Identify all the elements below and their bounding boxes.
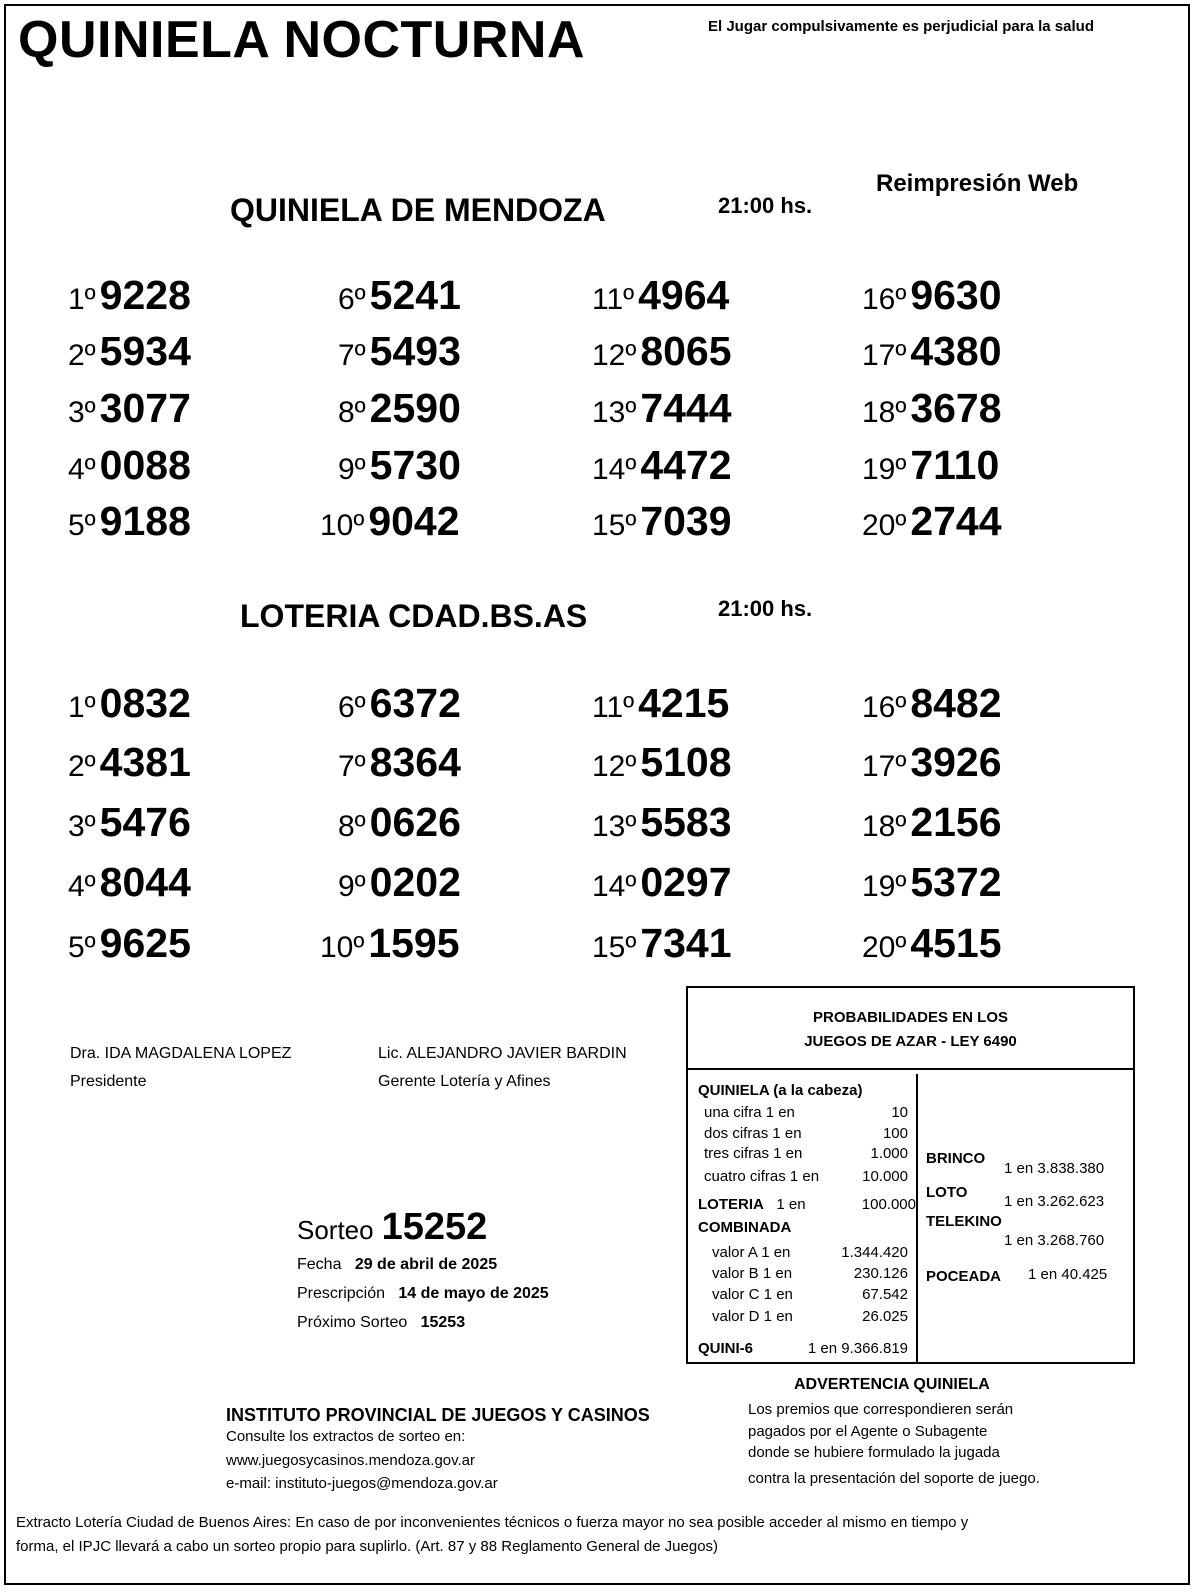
- footer-note-line2: forma, el IPJC llevará a cabo un sorteo propio para suplirlo. (Art. 87 y 88 Reglamento General de Juegos): [16, 1538, 719, 1555]
- odds-label: una cifra 1 en: [704, 1104, 795, 1121]
- result-position: 13º: [592, 810, 637, 843]
- result-position: 10º: [320, 931, 365, 964]
- result-position: 1º: [68, 283, 96, 316]
- result-number: 0202: [369, 859, 461, 905]
- result-position: 7º: [338, 750, 366, 783]
- loteria-label: LOTERIA: [698, 1196, 764, 1213]
- telekino-label: TELEKINO: [926, 1213, 1002, 1230]
- result-cell: [320, 498, 460, 545]
- result-position: 3º: [68, 396, 96, 429]
- result-number: 3678: [910, 385, 1002, 431]
- odds-label: valor D 1 en: [712, 1308, 793, 1325]
- poceada-value: 1 en 40.425: [1028, 1266, 1108, 1283]
- result-cell: [68, 498, 191, 545]
- result-number: 5583: [640, 799, 732, 845]
- probabilities-left-column: [696, 1074, 918, 1362]
- result-number: 4472: [640, 442, 732, 488]
- telekino-value: 1 en 3.268.760: [1004, 1232, 1105, 1249]
- result-number: 4964: [638, 272, 730, 318]
- result-position: 2º: [68, 339, 96, 372]
- result-cell: [592, 442, 732, 489]
- result-cell: [862, 328, 1002, 375]
- prescription-label: Prescripción: [297, 1285, 386, 1302]
- result-number: 0626: [369, 799, 461, 845]
- draw-date: 29 de abril de 2025: [354, 1256, 498, 1273]
- result-number: 5476: [99, 799, 191, 845]
- warning-quiniela-line: contra la presentación del soporte de juego.: [748, 1470, 1040, 1487]
- signature-role-manager: Gerente Lotería y Afines: [378, 1073, 551, 1090]
- result-cell: [68, 385, 191, 432]
- result-position: 17º: [862, 339, 907, 372]
- result-position: 12º: [592, 750, 637, 783]
- combinada-title: COMBINADA: [698, 1219, 792, 1236]
- result-number: 7444: [640, 385, 732, 431]
- result-number: 4380: [910, 328, 1002, 374]
- quiniela-odds-title: QUINIELA (a la cabeza): [698, 1082, 863, 1099]
- draw-date-row: [297, 1256, 497, 1274]
- result-position: 15º: [592, 509, 637, 542]
- page-title: QUINIELA NOCTURNA: [18, 11, 585, 69]
- result-position: 8º: [338, 810, 366, 843]
- result-position: 13º: [592, 396, 637, 429]
- result-cell: [592, 799, 732, 846]
- result-cell: [862, 385, 1002, 432]
- odds-value: 100: [882, 1125, 908, 1142]
- result-cell: [592, 859, 732, 906]
- brinco-value: 1 en 3.838.380: [1004, 1160, 1105, 1177]
- result-cell: [592, 680, 729, 727]
- result-cell: [862, 442, 999, 489]
- result-position: 14º: [592, 453, 637, 486]
- result-number: 3077: [99, 385, 191, 431]
- result-position: 9º: [338, 453, 366, 486]
- result-cell: [338, 442, 461, 489]
- brinco-label: BRINCO: [926, 1150, 986, 1167]
- result-number: 3926: [910, 739, 1002, 785]
- result-number: 4515: [910, 920, 1002, 966]
- probabilities-header: [688, 988, 1133, 1070]
- result-position: 20º: [862, 931, 907, 964]
- next-draw-number: 15253: [420, 1314, 466, 1331]
- result-position: 4º: [68, 453, 96, 486]
- odds-label: valor B 1 en: [712, 1265, 793, 1282]
- result-number: 8044: [99, 859, 191, 905]
- result-cell: [592, 498, 732, 545]
- result-cell: [592, 739, 732, 786]
- result-position: 8º: [338, 396, 366, 429]
- result-number: 7341: [640, 920, 732, 966]
- result-position: 19º: [862, 870, 907, 903]
- result-cell: [592, 272, 729, 319]
- draw-date-label: Fecha: [297, 1256, 342, 1273]
- result-position: 10º: [320, 509, 365, 542]
- odds-label: dos cifras 1 en: [704, 1125, 802, 1142]
- quini6-label: QUINI-6: [698, 1340, 754, 1357]
- signature-role-president: Presidente: [70, 1073, 147, 1090]
- result-cell: [338, 859, 461, 906]
- odds-value: 230.126: [853, 1265, 908, 1282]
- result-position: 20º: [862, 509, 907, 542]
- result-cell: [862, 920, 1002, 967]
- result-number: 9188: [99, 498, 191, 544]
- result-number: 5934: [99, 328, 191, 374]
- result-number: 8482: [910, 680, 1002, 726]
- section-title-buenos-aires: LOTERIA CDAD.BS.AS: [240, 598, 588, 634]
- warning-quiniela-line: pagados por el Agente o Subagente: [748, 1423, 988, 1440]
- poceada-label: POCEADA: [926, 1268, 1002, 1285]
- result-position: 4º: [68, 870, 96, 903]
- result-cell: [68, 739, 191, 786]
- result-cell: [68, 328, 191, 375]
- probabilities-box: [686, 986, 1135, 1364]
- warning-quiniela-line: donde se hubiere formulado la jugada: [748, 1444, 1000, 1461]
- result-position: 19º: [862, 453, 907, 486]
- result-number: 0297: [640, 859, 732, 905]
- result-position: 15º: [592, 931, 637, 964]
- result-cell: [338, 680, 461, 727]
- result-cell: [68, 859, 191, 906]
- result-cell: [862, 498, 1002, 545]
- loteria-odds-row: [698, 1196, 806, 1213]
- result-position: 6º: [338, 691, 366, 724]
- result-number: 5730: [369, 442, 461, 488]
- odds-value: 1.344.420: [841, 1244, 908, 1261]
- odds-label: valor C 1 en: [712, 1286, 793, 1303]
- result-number: 2744: [910, 498, 1002, 544]
- odds-label: valor A 1 en: [712, 1244, 791, 1261]
- institute-consult-text: Consulte los extractos de sorteo en:: [226, 1428, 466, 1445]
- result-cell: [68, 680, 191, 727]
- signature-name-president: Dra. IDA MAGDALENA LOPEZ: [70, 1045, 292, 1062]
- result-position: 2º: [68, 750, 96, 783]
- result-cell: [338, 328, 461, 375]
- draw-number: 15252: [381, 1206, 488, 1248]
- section-time-buenos-aires: 21:00 hs.: [718, 596, 813, 621]
- result-cell: [338, 739, 461, 786]
- result-cell: [338, 272, 461, 319]
- warning-quiniela-line: Los premios que correspondieren serán: [748, 1401, 1014, 1418]
- result-cell: [862, 272, 1002, 319]
- result-cell: [338, 385, 461, 432]
- result-number: 5241: [369, 272, 461, 318]
- result-number: 2590: [369, 385, 461, 431]
- result-cell: [862, 680, 1002, 727]
- result-cell: [68, 272, 191, 319]
- result-number: 2156: [910, 799, 1002, 845]
- result-number: 5493: [369, 328, 461, 374]
- prescription-row: [297, 1285, 549, 1303]
- result-cell: [592, 328, 732, 375]
- prescription-date: 14 de mayo de 2025: [398, 1285, 549, 1302]
- result-position: 6º: [338, 283, 366, 316]
- result-position: 18º: [862, 810, 907, 843]
- result-number: 9042: [368, 498, 460, 544]
- result-cell: [68, 442, 191, 489]
- result-cell: [320, 920, 460, 967]
- odds-value: 10.000: [862, 1168, 908, 1185]
- institute-title: INSTITUTO PROVINCIAL DE JUEGOS Y CASINOS: [226, 1405, 650, 1425]
- odds-value: 1.000: [870, 1145, 908, 1162]
- institute-email-link[interactable]: e-mail: instituto-juegos@mendoza.gov.ar: [226, 1475, 498, 1492]
- result-cell: [862, 739, 1002, 786]
- odds-value: 26.025: [862, 1308, 908, 1325]
- footer-note-line1: Extracto Lotería Ciudad de Buenos Aires: En caso de por inconvenientes técnicos o fuerza mayor no sea posible acceder al mismo en tiempo y: [16, 1514, 969, 1531]
- result-number: 7039: [640, 498, 732, 544]
- probabilities-title-line1: PROBABILIDADES EN LOS: [812, 1009, 1008, 1026]
- result-position: 11º: [592, 283, 635, 316]
- result-cell: [862, 799, 1002, 846]
- odds-value: 67.542: [862, 1286, 908, 1303]
- result-number: 8065: [640, 328, 732, 374]
- odds-label: cuatro cifras 1 en: [704, 1168, 820, 1185]
- odds-label: tres cifras 1 en: [704, 1145, 803, 1162]
- result-cell: [68, 799, 191, 846]
- result-position: 16º: [862, 283, 907, 316]
- result-number: 8364: [369, 739, 461, 785]
- signature-name-manager: Lic. ALEJANDRO JAVIER BARDIN: [378, 1045, 627, 1062]
- result-position: 7º: [338, 339, 366, 372]
- loto-label: LOTO: [926, 1184, 968, 1201]
- result-position: 12º: [592, 339, 637, 372]
- result-number: 4215: [638, 680, 730, 726]
- result-position: 5º: [68, 509, 96, 542]
- result-number: 9625: [99, 920, 191, 966]
- result-position: 14º: [592, 870, 637, 903]
- next-draw-label: Próximo Sorteo: [297, 1314, 408, 1331]
- result-cell: [338, 799, 461, 846]
- result-number: 9228: [99, 272, 191, 318]
- result-number: 9630: [910, 272, 1002, 318]
- result-number: 0088: [99, 442, 191, 488]
- odds-value: 10: [891, 1104, 908, 1121]
- result-number: 5108: [640, 739, 732, 785]
- draw-label: Sorteo: [297, 1215, 374, 1245]
- result-number: 5372: [910, 859, 1002, 905]
- result-position: 16º: [862, 691, 907, 724]
- gambling-warning: El Jugar compulsivamente es perjudicial para la salud: [708, 18, 1094, 35]
- reprint-label: Reimpresión Web: [876, 170, 1079, 197]
- result-number: 0832: [99, 680, 191, 726]
- result-position: 17º: [862, 750, 907, 783]
- result-number: 1595: [368, 920, 460, 966]
- result-position: 3º: [68, 810, 96, 843]
- section-title-mendoza: QUINIELA DE MENDOZA: [230, 192, 606, 228]
- probabilities-title-line2: JUEGOS DE AZAR - LEY 6490: [804, 1033, 1017, 1050]
- quini6-value: 1 en 9.366.819: [807, 1340, 908, 1357]
- result-cell: [592, 920, 732, 967]
- result-position: 11º: [592, 691, 635, 724]
- draw-number-row: [297, 1206, 487, 1249]
- result-position: 9º: [338, 870, 366, 903]
- result-position: 18º: [862, 396, 907, 429]
- result-cell: [68, 920, 191, 967]
- result-cell: [592, 385, 732, 432]
- result-number: 7110: [910, 442, 1000, 488]
- result-position: 5º: [68, 931, 96, 964]
- result-number: 6372: [369, 680, 461, 726]
- next-draw-row: [297, 1314, 465, 1332]
- loteria-value: 100.000: [861, 1196, 916, 1213]
- result-cell: [862, 859, 1002, 906]
- result-number: 4381: [99, 739, 191, 785]
- section-time-mendoza: 21:00 hs.: [718, 193, 813, 218]
- result-position: 1º: [68, 691, 96, 724]
- warning-quiniela-title: ADVERTENCIA QUINIELA: [794, 1376, 990, 1393]
- loto-value: 1 en 3.262.623: [1004, 1193, 1105, 1210]
- loteria-odds: 1 en: [776, 1196, 806, 1213]
- institute-website-link[interactable]: www.juegosycasinos.mendoza.gov.ar: [226, 1452, 476, 1469]
